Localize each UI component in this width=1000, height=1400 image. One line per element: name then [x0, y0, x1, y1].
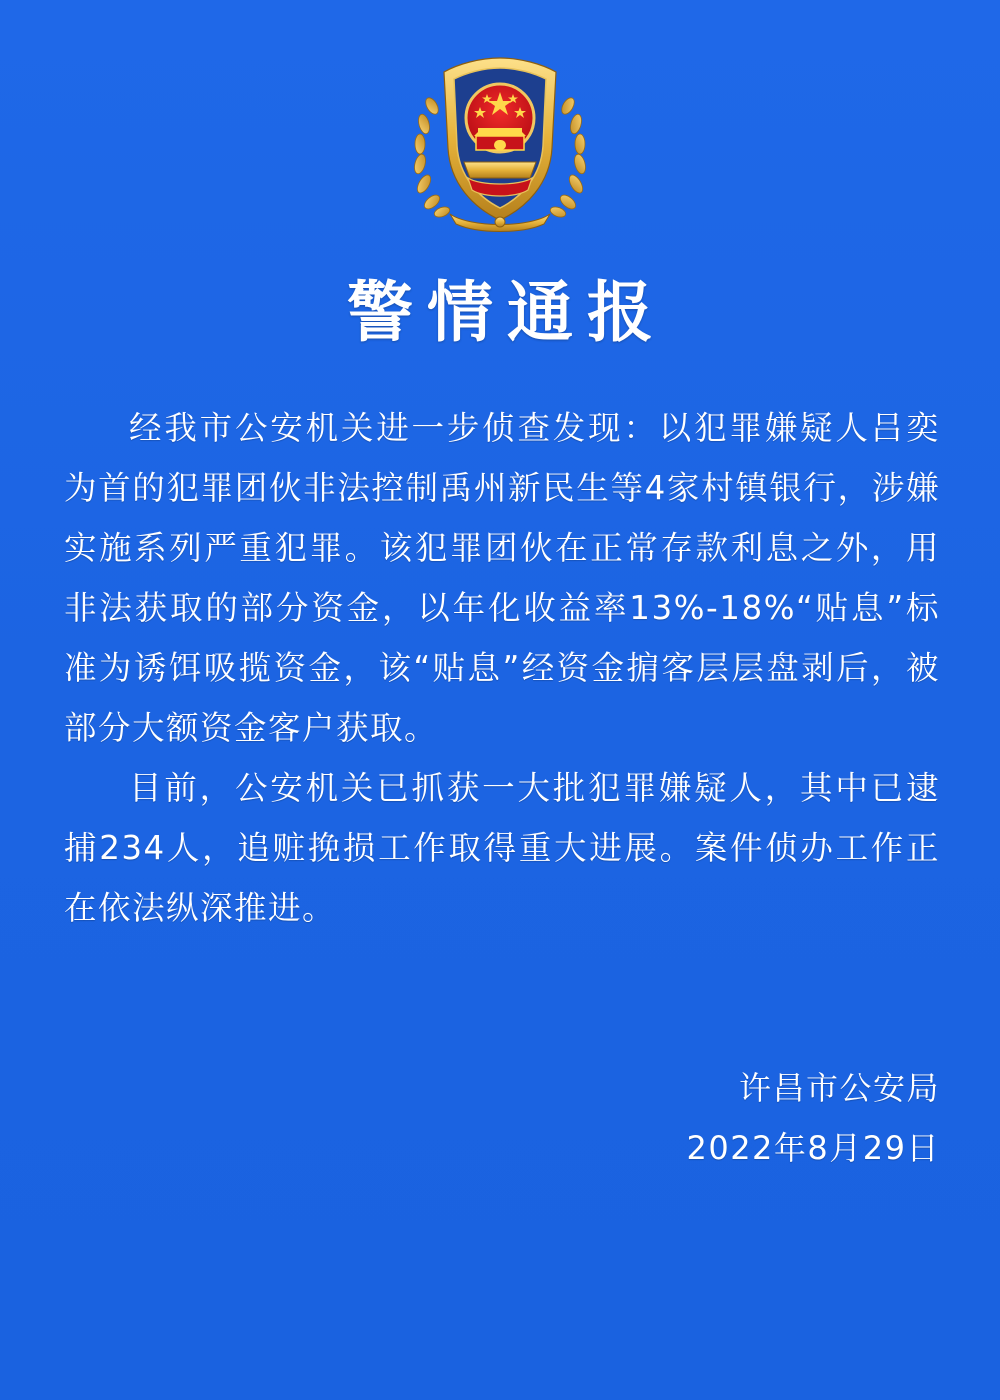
notice-body [64, 398, 940, 938]
body-paragraph-1: 经我市公安机关进一步侦查发现：以犯罪嫌疑人吕奕为首的犯罪团伙非法控制禹州新民生等4家村镇银行，涉嫌实施系列严重犯罪。该犯罪团伙在正常存款利息之外，用非法获取的部分资金，以年化收益率13%-18%“贴息”标准为诱饵吸揽资金，该“贴息”经资金掮客层层盘剥后，被部分大额资金客户获取。 [64, 409, 940, 747]
body-paragraph-2: 目前，公安机关已抓获一大批犯罪嫌疑人，其中已逮捕234人，追赃挽损工作取得重大进展。案件侦办工作正在依法纵深推进。 [64, 769, 940, 927]
police-emblem-icon [410, 52, 590, 234]
issuer-name: 许昌市公安局 [738, 1069, 940, 1107]
page-title: 警情通报 [347, 274, 667, 351]
issue-date: 2022年8月29日 [686, 1129, 940, 1167]
signature-block [686, 1058, 940, 1178]
